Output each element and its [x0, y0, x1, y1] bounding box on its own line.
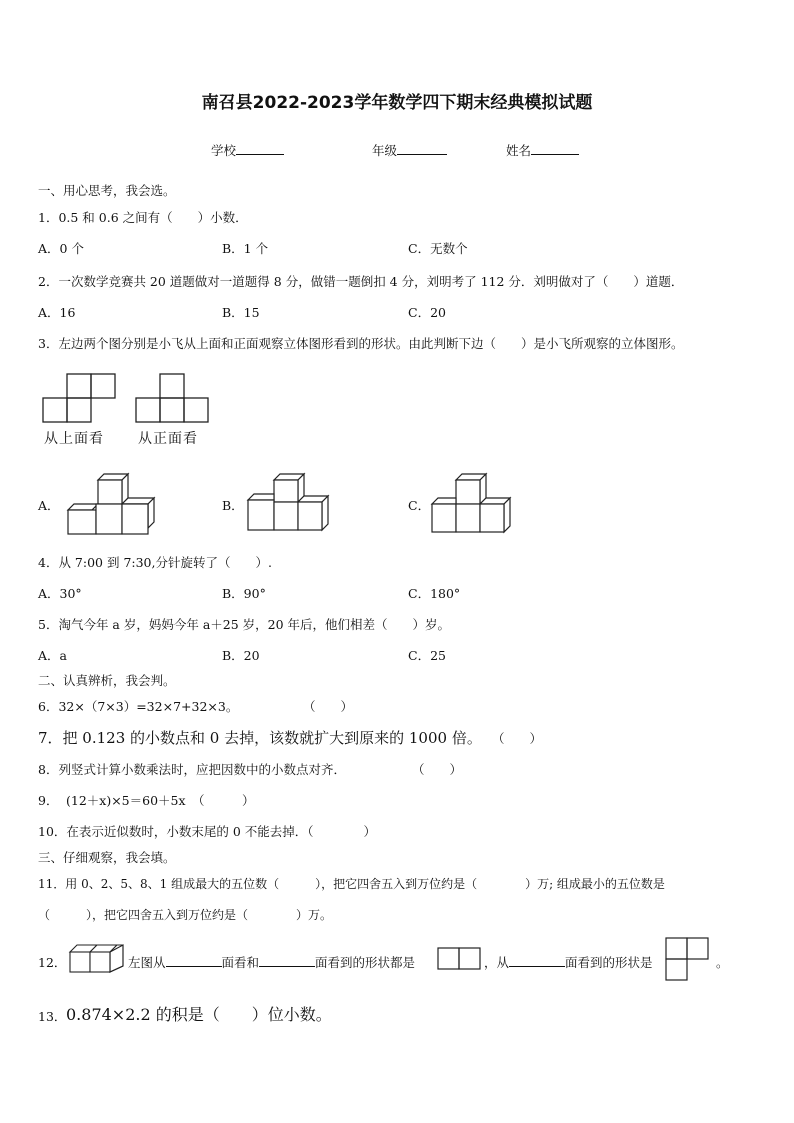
grade-field[interactable]	[372, 141, 447, 159]
q2-option-b[interactable]: B．15	[222, 305, 260, 320]
q1-option-b[interactable]: B．1 个	[222, 241, 269, 256]
question-12-cont	[484, 953, 653, 971]
q1-option-c[interactable]: C．无数个	[408, 241, 468, 256]
front-view-caption: 从正面看	[138, 431, 198, 447]
q2-option-a[interactable]: A．16	[38, 305, 76, 320]
q12-part3: 面看到的形状都是	[315, 955, 416, 970]
question-13: 0.874×2.2 的积是（ ）位小数。	[66, 1005, 332, 1024]
q8-answer-paren[interactable]: （ ）	[412, 762, 463, 777]
section-2-heading: 二、认真辨析，我会判。	[38, 673, 176, 688]
question-6: 6．32×（7×3）=32×7+32×3。	[38, 699, 239, 714]
q7-answer-paren[interactable]: （ ）	[492, 731, 543, 746]
q12-blank-3[interactable]	[509, 966, 565, 967]
q6-answer-paren[interactable]: （ ）	[303, 699, 354, 714]
q3-figure-b	[246, 470, 336, 534]
q3-option-c[interactable]: C．	[408, 498, 431, 513]
grade-label: 年级	[372, 143, 398, 158]
q3-option-a[interactable]: A．	[38, 498, 60, 513]
top-view-caption: 从上面看	[44, 431, 104, 447]
q12-part5: 面看到的形状是	[565, 955, 653, 970]
q3-option-b[interactable]: B．	[222, 498, 244, 513]
q12-part4: ，从	[484, 955, 510, 970]
q4-option-c[interactable]: C．180°	[408, 586, 461, 601]
school-label: 学校	[211, 143, 237, 158]
name-label: 姓名	[506, 143, 532, 158]
section-3-heading: 三、仔细观察，我会填。	[38, 850, 176, 865]
question-5: 5．淘气今年 a 岁，妈妈今年 a＋25 岁，20 年后，他们相差（ ）岁。	[38, 617, 451, 632]
section-1-heading: 一、用心思考，我会选。	[38, 183, 176, 198]
q5-option-b[interactable]: B．20	[222, 648, 260, 663]
top-view-figure	[40, 372, 120, 424]
question-8: 8．列竖式计算小数乘法时，应把因数中的小数点对齐．	[38, 762, 346, 777]
q12-blank-1[interactable]	[166, 966, 222, 967]
q12-blank-2[interactable]	[259, 966, 315, 967]
q2-option-c[interactable]: C．20	[408, 305, 446, 320]
question-3: 3．左边两个图分别是小飞从上面和正面观察立体图形看到的形状。由此判断下边（ ）是小飞所观察的立体图形。	[38, 336, 684, 351]
name-field[interactable]	[506, 141, 579, 159]
page-title: 南召县2022-2023学年数学四下期末经典模拟试题	[201, 93, 593, 113]
question-9: (12＋x)×5＝60＋5x	[66, 793, 186, 808]
q3-figure-a	[64, 468, 159, 536]
q12-end: 。	[716, 955, 729, 970]
q9-answer-paren[interactable]: （ ）	[192, 793, 255, 808]
question-11-line2: （ ），把它四舍五入到万位约是（ ）万。	[38, 908, 333, 922]
q1-option-a[interactable]: A．0 个	[38, 241, 84, 256]
q13-number: 13．	[38, 1009, 67, 1024]
q12-shape-l	[665, 937, 713, 983]
q9-number: 9．	[38, 793, 59, 808]
q5-option-a[interactable]: A．a	[38, 648, 67, 663]
q12-cubes-figure	[68, 942, 126, 976]
q12-number: 12．	[38, 955, 67, 970]
q12-shape-two-squares	[437, 947, 483, 971]
question-4: 4．从 7:00 到 7:30,分针旋转了（ ）.	[38, 555, 272, 570]
question-12	[128, 953, 415, 971]
q4-option-a[interactable]: A．30°	[38, 586, 82, 601]
q5-option-c[interactable]: C．25	[408, 648, 446, 663]
question-2: 2．一次数学竞赛共 20 道题做对一道题得 8 分，做错一题倒扣 4 分，刘明考了 112 分．刘明做对了（ ）道题．	[38, 274, 684, 289]
school-field[interactable]	[211, 141, 284, 159]
question-11-line1: 11．用 0、2、5、8、1 组成最大的五位数（ ），把它四舍五入到万位约是（ ）万; 组成最小的五位数是	[38, 877, 665, 891]
q12-part2: 面看和	[221, 955, 260, 970]
q3-figure-c	[430, 472, 520, 534]
question-10: 10．在表示近似数时，小数末尾的 0 不能去掉．（ ）	[38, 824, 377, 839]
question-1: 1．0.5 和 0.6 之间有（ ）小数．	[38, 210, 248, 225]
question-7: 7．把 0.123 的小数点和 0 去掉，该数就扩大到原来的 1000 倍。	[38, 729, 482, 747]
q12-part1: 左图从	[128, 955, 166, 970]
front-view-figure	[133, 372, 213, 424]
q4-option-b[interactable]: B．90°	[222, 586, 266, 601]
